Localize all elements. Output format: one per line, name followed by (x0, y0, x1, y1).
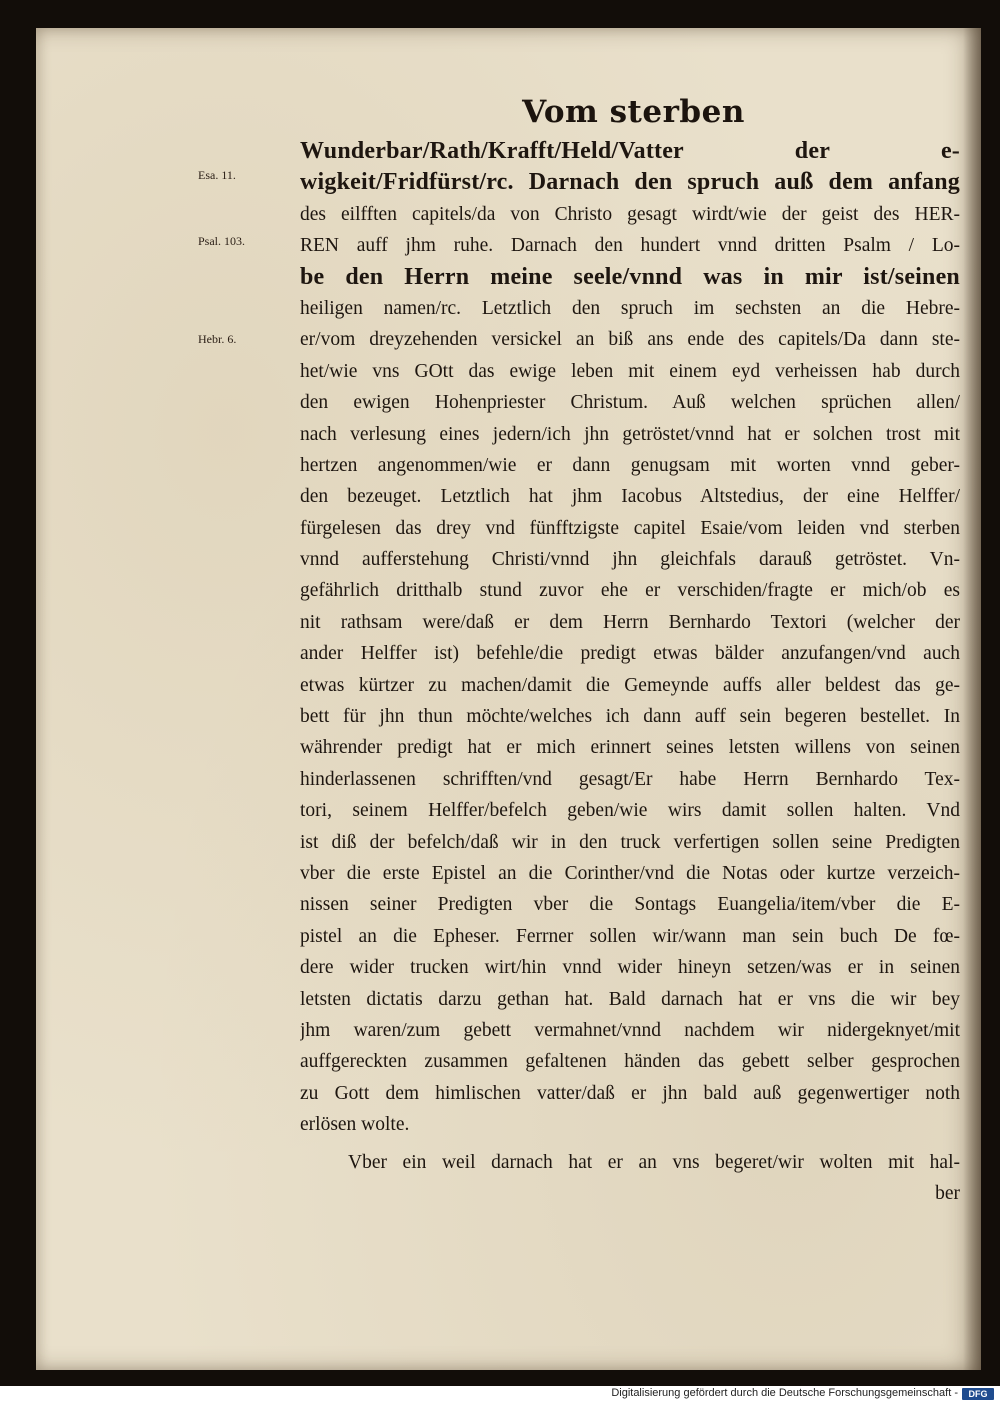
catchword: ber (935, 1182, 960, 1204)
text-line: dere wider trucken wirt/hin vnnd wider hineyn setzen/was er in seinen (300, 957, 960, 979)
text-line: vnnd aufferstehung Christi/vnnd jhn gleichfals darauß getröstet. Vn- (300, 549, 960, 571)
footer-bar (0, 1386, 1000, 1403)
text-line: zu Gott dem himlischen vatter/daß er jhn bald auß gegenwertiger noth (300, 1082, 960, 1104)
text-line: bett für jhn thun möchte/welches ich dann auff sein begeren bestellet. In (300, 706, 960, 728)
text-line: fürgelesen das drey vnd fünfftzigste capitel Esaie/vom leiden vnd sterben (300, 517, 960, 539)
text-line: währender predigt hat er mich erinnert seines letsten willens von seinen (300, 737, 960, 759)
text-line: den bezeuget. Letztlich hat jhm Iacobus Altstedius, der eine Helffer/ (300, 486, 960, 508)
text-line: heiligen namen/rc. Letztlich den spruch im sechsten an die Hebre- (300, 297, 960, 319)
running-title: Vom sterben (522, 94, 745, 130)
text-line: REN auff jhm ruhe. Darnach den hundert vnnd dritten Psalm / Lo- (300, 235, 960, 257)
text-line: ist diß der befelch/daß wir in den truck verfertigen sollen seine Predigten (300, 831, 960, 853)
text-line: hinderlassenen schrifften/vnd gesagt/Er habe Herrn Bernhardo Tex- (300, 768, 960, 790)
text-line: nach verlesung eines jedern/ich jhn getröstet/vnnd hat er solchen trost mit (300, 423, 960, 445)
text-line: des eilfften capitels/da von Christo gesagt wirdt/wie der geist des HER- (300, 203, 960, 225)
text-line: erlösen wolte. (300, 1114, 410, 1136)
margin-note: Esa. 11. (198, 168, 236, 182)
text-line: nissen seiner Predigten vber die Sontags Euangelia/item/vber die E- (300, 894, 960, 916)
text-line: wigkeit/Fridfürst/rc. Darnach den spruch auß dem anfang (300, 169, 960, 196)
funding-credit: Digitalisierung gefördert durch die Deutsche Forschungsgemeinschaft - (611, 1387, 958, 1399)
body-text (300, 136, 960, 1209)
text-line: nit rathsam were/daß er dem Herrn Bernhardo Textori (welcher der (300, 611, 960, 633)
dfg-logo: DFG (962, 1388, 994, 1400)
margin-note: Hebr. 6. (198, 332, 237, 346)
text-line: het/wie vns GOtt das ewige leben mit einem eyd verheissen hab durch (300, 360, 960, 382)
text-line: hertzen angenommen/wie er dann genugsam mit worten vnnd geber- (300, 454, 960, 476)
text-line: be den Herrn meine seele/vnnd was in mir ist/seinen (300, 263, 960, 290)
book-page (36, 28, 981, 1370)
margin-note: Psal. 103. (198, 234, 246, 248)
text-line: Vber ein weil darnach hat er an vns begeret/wir wolten mit hal- (348, 1151, 960, 1173)
text-line: den ewigen Hohenpriester Christum. Auß welchen sprüchen allen/ (300, 392, 960, 414)
text-line: pistel an die Epheser. Ferrner sollen wir/wann man sein buch De fœ- (300, 925, 960, 947)
text-line: letsten dictatis darzu gethan hat. Bald darnach hat er vns die wir bey (300, 988, 960, 1010)
text-line: tori, seinem Helffer/befelch geben/wie wirs damit sollen halten. Vnd (300, 800, 960, 822)
text-line: vber die erste Epistel an die Corinther/vnd die Notas oder kurtze verzeich- (300, 862, 960, 884)
text-line: ander Helffer ist) befehle/die predigt etwas bälder anzufangen/vnd auch (300, 643, 960, 665)
text-line: gefährlich dritthalb stund zuvor ehe er verschiden/fragte er mich/ob es (300, 580, 960, 602)
text-line: er/vom dreyzehenden versickel an biß ans ende des capitels/Da dann ste- (300, 329, 960, 351)
text-line: auffgereckten zusammen gefaltenen händen das gebett selber gesprochen (300, 1051, 960, 1073)
page-edge-shadow (963, 28, 981, 1370)
text-line: Wunderbar/Rath/Krafft/Held/Vatter der e- (300, 138, 960, 164)
text-line: jhm waren/zum gebett vermahnet/vnnd nachdem wir nidergeknyet/mit (300, 1019, 960, 1041)
text-line: etwas kürtzer zu machen/damit die Gemeynde auffs aller beldest das ge- (300, 674, 960, 696)
